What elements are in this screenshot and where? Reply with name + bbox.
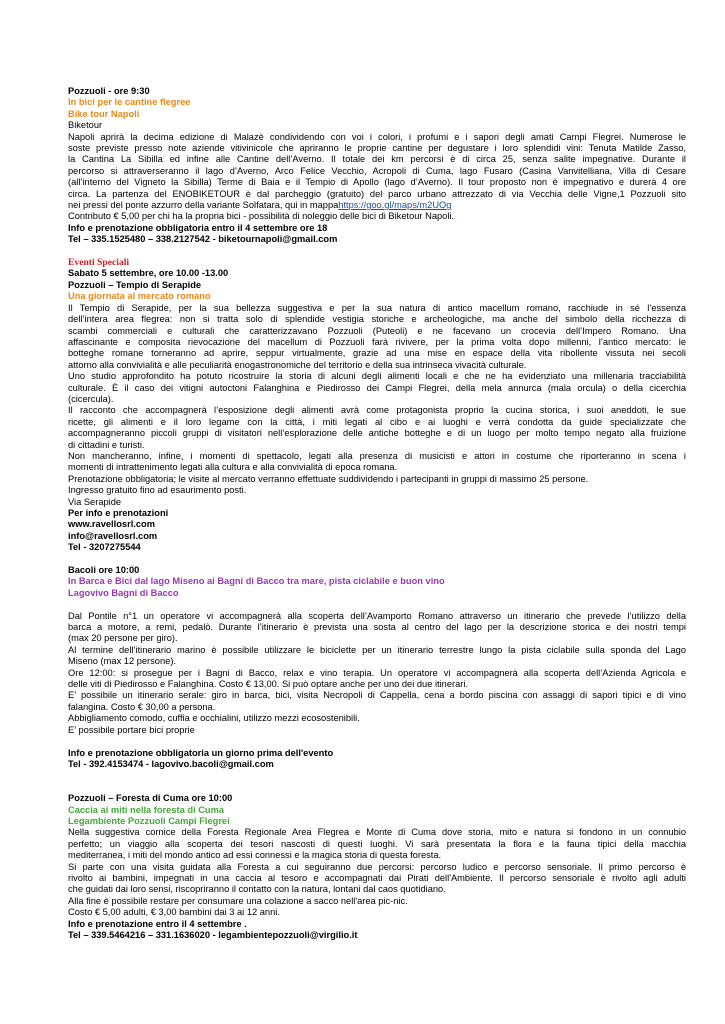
event-heading: Pozzuoli – Foresta di Cuma ore 10:00: [68, 793, 233, 804]
body-line: (max 20 persone per giro).: [68, 633, 178, 644]
body-line: Nella suggestiva cornice della Foresta Regionale Area Flegrea e Monte di Cuma dove storia, mito e natura si fondono in un connubio: [68, 827, 686, 838]
body-line: percorso si attraverseranno il lago d’Averno, Arco Felice Vecchio, Acropoli di Cuma, lago Fusaro (Casina Vanvitelliana, Villa di Cesare: [68, 165, 686, 176]
map-link[interactable]: https://goo.gl/maps/m2UOg: [338, 200, 452, 211]
body-line: E’ possibile un itinerario serale: giro in barca, bici, visita Necropoli di Cappella, cena a bordo piscina con assaggi di sapori tipici e di vino: [68, 690, 686, 701]
event-organizer: Legambiente Pozzuoli Campi Flegrei: [68, 815, 230, 826]
body-line: Il racconto che accompagnerà l’esposizione degli alimenti avrà come protagonista proprio la cucina storica, i suoi aneddoti, le sue: [68, 405, 686, 416]
section-label: Eventi Speciali: [68, 257, 130, 269]
body-line: Miseno (max 12 persone).: [68, 656, 176, 667]
body-line: nei pressi del ponte azzurro della variante Solfatara, qui in mappa: [68, 200, 339, 211]
body-line: Costo € 5,00 adulti, € 3,00 bambini dai 3 ai 12 anni.: [68, 907, 280, 918]
body-line: Si parte con una visita guidata alla Foresta a cui seguiranno due percorsi: percorso ludico e percorso sensoriale. Il primo percorso è: [68, 861, 686, 872]
body-line: accompagneranno piccoli gruppi di visitatori nell’esplorazione delle antiche botteghe e di un luogo per molto tempo negato alla fruizione: [68, 428, 686, 439]
contact-tel: Tel - 392.4153474 - lagovivo.bacoli@gmail.com: [68, 758, 274, 769]
event-organizer: Bike tour Napoli: [68, 108, 140, 119]
contact-tel: Tel - 3207275544: [68, 542, 141, 553]
event-title: In bici per le cantine flegree: [68, 97, 191, 108]
body-line: attorno alla convivialità e alle peculiarità enogastronomiche del territorio e della sua intrinseca vivacità culturale.: [68, 359, 527, 370]
body-line: circa. La partenza del ENOBIKETOUR è dal parcheggio (gratuito) del parco urbano attrezzato di via Vecchia delle Vigne,1 Pozzuoli sito: [68, 188, 686, 199]
body-line: perfetto; un viaggio alla scoperta dei tesori nascosti di questi luoghi. Vi sarà presentata la flora e la fauna tipici della macchia: [68, 838, 686, 849]
event-pozzuoli-bike: [68, 86, 686, 246]
body-line: momenti di intrattenimento legati alla cultura e alla convivialità di epoca romana.: [68, 462, 398, 473]
body-line: rivolto ai bambini, impegnati in una caccia al tesoro e accompagnati dai Pirati dell'Ambiente. Il percorso sensoriale è rivolto agli adulti: [68, 872, 686, 883]
email-link[interactable]: info@ravellosrl.com: [68, 530, 158, 541]
body-line: soste previste presso note aziende vitivinicole che apriranno le proprie cantine per degustare i loro splendidi vini: Tenuta Matilde Zasso,: [68, 143, 686, 154]
body-line: (cicercula).: [68, 393, 114, 404]
body-line: (all’interno del Vigneto la Sibilla) Terme di Baia e il Tempio di Apollo (lago d’Averno). Il tour proposto non è impegnativo e durerà 4 ore: [68, 177, 686, 188]
event-title: Una giornata al mercato romano: [68, 291, 211, 302]
contribution-text: Contributo € 5,00 per chi ha la propria bici - possibilità di noleggio delle bici di Biketour Napoli.: [68, 211, 455, 222]
body-line: E’ possibile portare bici proprie: [68, 724, 195, 735]
event-title: In Barca e Bici dal lago Miseno ai Bagni di Bacco tra mare, pista ciclabile e buon vino: [68, 576, 445, 587]
body-line: barca a motore, a remi, pedalò. Durante l’itinerario è prevista una sosta al centro del lago per la descrizione storica e dei nostri tempi: [68, 622, 686, 633]
booking-info: Info e prenotazione obbligatoria entro il 4 settembre ore 18: [68, 222, 328, 233]
event-title: Caccia ai miti nella foresta di Cuma: [68, 804, 225, 815]
contact-tel: Tel – 339.5464216 – 331.1636020 - legambientepozzuoli@virgilio.it: [68, 929, 358, 940]
document-page: [68, 86, 686, 941]
event-date: Sabato 5 settembre, ore 10.00 -13.00: [68, 268, 229, 279]
event-heading: Bacoli ore 10:00: [68, 565, 140, 576]
body-line: scambi commerciali e culturali che caratterizzavano Pozzuoli (Puteoli) e ne facevano un crocevia dell’Impero Romano. Una: [68, 325, 686, 336]
body-line: Uno studio approfondito ha potuto ricostruire la storia di alcuni degli alimenti locali e che ne ha evidenziato una millenaria tracciabilità: [68, 371, 686, 382]
body-line: dell’intera area flegrea: non si tratta solo di splendide vestigia storiche e archeologiche, ma anche del simbolo della ricchezza di: [68, 314, 686, 325]
body-line: culturale. È il caso dei vitigni autoctoni Falanghina e Piedirosso dei Campi Flegrei, della mela annurca (mala orcula) o della cicerchia: [68, 382, 686, 393]
body-line: delle viti di Piedirosso e Falanghina. Costo € 13,00. Si può optare anche per uno dei due itinerari.: [68, 679, 469, 690]
body-line: Al termine dell’itinerario marino è possibile utilizzare le biciclette per un itinerario terrestre lungo la pista ciclabile sulla sponda del Lago: [68, 644, 686, 655]
website-link[interactable]: www.ravellosrl.com: [68, 519, 155, 530]
body-line: ricette, gli alimenti e il loro legame con la città, i miti legati al cibo e ai luoghi e verrà condotta da guide specializzate che: [68, 416, 686, 427]
booking-info: Info e prenotazione entro il 4 settembre .: [68, 918, 247, 929]
body-line: Non mancheranno, infine, i momenti di spettacolo, legati alla presenza di musicisti e attori in costume che riporteranno in scena i: [68, 450, 686, 461]
body-line: Abbigliamento comodo, cuffia e occhialini, utilizzo mezzi ecosostenibili.: [68, 713, 360, 724]
body-line: affascinante e composita rievocazione del macellum di Pozzuoli farà rivivere, per la prima volta dopo millenni, l’antico mercato: le: [68, 336, 686, 347]
body-line: Napoli aprirà la decima edizione di Malazè condividendo con voi i colori, i profumi e i sapori degli amati Campi Flegrei. Numerose le: [68, 131, 686, 142]
body-line: botteghe romane torneranno ad aprire, seppur virtualmente, grazie ad una mise en espace della vita ribollente vissuta nei secoli: [68, 348, 686, 359]
body-line: che guidati dai loro sensi, riscopriranno il contatto con la natura, lontani dal caos quotidiano.: [68, 884, 446, 895]
contact-tel: Tel – 335.1525480 – 338.2127542 - biketournapoli@gmail.com: [68, 234, 338, 245]
body-line: Ingresso gratuito fino ad esaurimento posti.: [68, 485, 247, 496]
body-line: la Cantina La Sibilla ed infine alle Cantine dell’Averno. Il totale dei km percorsi è di circa 25, senza salite impegnative. Durante il: [68, 154, 686, 165]
event-cuma: [68, 793, 686, 941]
event-heading: Pozzuoli – Tempio di Serapide: [68, 279, 202, 290]
body-line: Alla fine è possibile restare per consumare una colazione a sacco nell'area pic-nic.: [68, 895, 408, 906]
event-bacoli: [68, 565, 686, 770]
body-line: Via Serapide: [68, 496, 122, 507]
booking-info: Info e prenotazione obbligatoria un giorno prima dell'evento: [68, 747, 334, 758]
event-heading: Pozzuoli - ore 9:30: [68, 86, 150, 96]
body-line: Ore 12:00: si prosegue per i Bagni di Bacco, relax e vino terapia. Un operatore vi accompagnerà alla scoperta dell’Azienda Agricola e: [68, 667, 686, 678]
body-line: di cittadini e turisti.: [68, 439, 145, 450]
body-line: Dal Pontile n°1 un operatore vi accompagnerà alla scoperta dell’Avamporto Romano attraverso un itinerario che prevede l’utilizzo della: [68, 610, 686, 621]
event-serapide: [68, 257, 686, 554]
body-line: falangina. Costo € 30,00 a persona.: [68, 701, 216, 712]
body-line-with-link: [68, 200, 686, 211]
body-line: Il Tempio di Serapide, per la sua bellezza suggestiva e per la sua natura di antico macellum romano, racchiude in sé l’essenza: [68, 302, 686, 313]
info-heading: Per info e prenotazioni: [68, 508, 169, 519]
event-organizer-plain: Biketour: [68, 120, 103, 131]
body-line: mediterranea, i miti del mondo antico ad essi connessi e la magica storia di questa foresta.: [68, 850, 442, 861]
event-organizer: Lagovivo Bagni di Bacco: [68, 587, 179, 598]
body-line: Prenotazione obbligatoria; le visite al mercato verranno effettuate suddividendo i partecipanti in gruppi di massimo 25 persone.: [68, 473, 589, 484]
